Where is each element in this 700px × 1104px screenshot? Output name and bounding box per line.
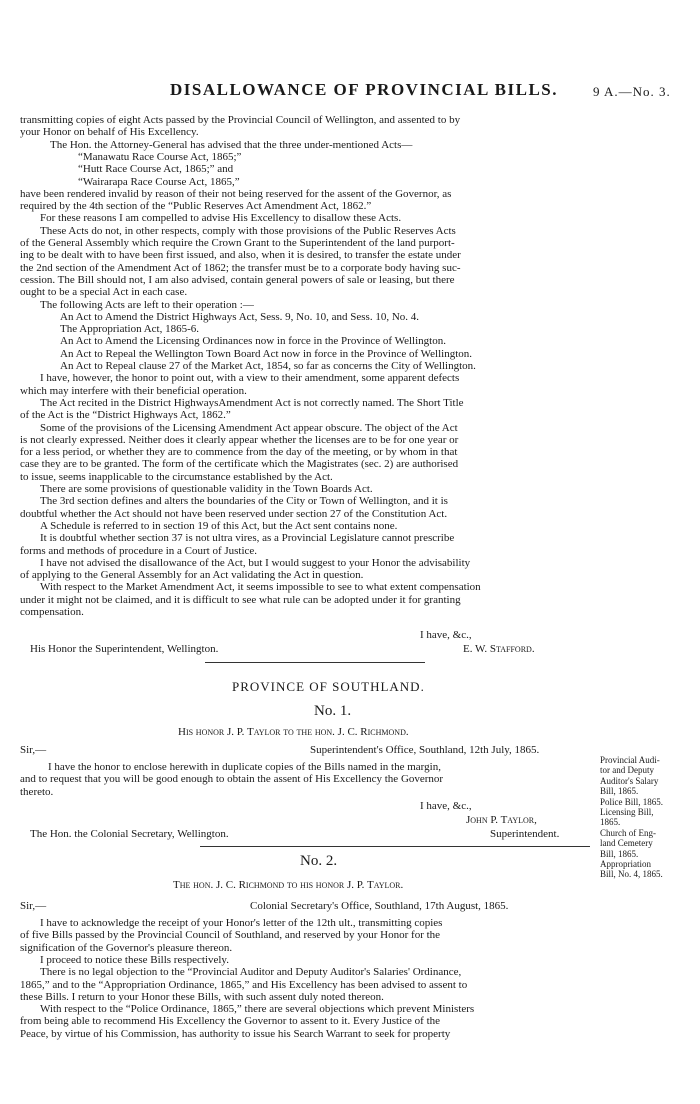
text-line: An Act to Amend the Licensing Ordinances now in force in the Province of Wellington. (60, 335, 446, 348)
text-line: These Acts do not, in other respects, comply with those provisions of the Public Reserves Acts (40, 224, 456, 237)
margin-note-line: Bill, 1865. (600, 848, 639, 859)
text-line: cession. The Bill should not, I am also advised, contain general powers of sale or leasing, but there (20, 273, 455, 286)
page-title: DISALLOWANCE OF PROVINCIAL BILLS. (170, 80, 558, 99)
text-line: The Act recited in the District HighwaysAmendment Act is not correctly named. The Short Title (40, 396, 464, 409)
letter1-number: No. 1. (314, 703, 352, 719)
margin-note-line: Bill, 1865. (600, 786, 639, 797)
margin-note-line: Auditor's Salary (600, 775, 659, 786)
text-line: for a less period, or whether they are to commence from the day of the meeting, or by whom in that (20, 446, 458, 459)
text-line: With respect to the Market Amendment Act, it seems impossible to see to what extent compensation (40, 581, 481, 594)
text-line: The following Acts are left to their operation :— (40, 298, 254, 311)
text-line: “Manawatu Race Course Act, 1865;” (78, 150, 242, 163)
margin-note-line: Church of Eng- (600, 827, 656, 838)
text-line: Some of the provisions of the Licensing Amendment Act appear obscure. The object of the Act (40, 421, 458, 434)
text-line: There are some provisions of questionable validity in the Town Boards Act. (40, 483, 373, 495)
text-line: which may interfere with their beneficial operation. (20, 384, 247, 397)
margin-note-line: Appropriation (600, 859, 651, 869)
text-line: I have the honor to enclose herewith in duplicate copies of the Bills named in the margin, (48, 761, 441, 773)
text-line: from being able to recommend His Excellency the Governor to assent to it. Every Justice of the (20, 1015, 441, 1028)
margin-note-line: Bill, No. 4, 1865. (600, 869, 663, 880)
letter2-place-date: Colonial Secretary's Office, Southland, 17th August, 1865. (250, 900, 509, 912)
text-line: There is no legal objection to the “Provincial Auditor and Deputy Auditor's Salaries' Ordinance, (40, 966, 462, 979)
letter1-place-date: Superintendent's Office, Southland, 12th July, 1865. (310, 744, 540, 756)
text-line: have been rendered invalid by reason of their not being reserved for the assent of the Governor, as (20, 187, 452, 200)
closing-i-have: I have, &c., (420, 629, 472, 641)
text-line: signification of the Governor's pleasure thereon. (20, 941, 233, 954)
section-title: PROVINCE OF SOUTHLAND. (232, 679, 425, 694)
margin-note-line: tor and Deputy (600, 765, 654, 776)
text-line: thereto. (20, 785, 54, 798)
margin-note-line: Licensing Bill, (600, 807, 654, 817)
letter1-from-to: His honor J. P. Taylor to the hon. J. C. Richmond. (178, 726, 409, 738)
letter1-salutation: Sir,— (20, 744, 47, 756)
letter2-number: No. 2. (300, 853, 338, 869)
text-line: doubtful whether the Act should not have been reserved under section 27 of the Constitution Act. (20, 507, 448, 520)
letter1-addressee: The Hon. the Colonial Secretary, Wellington. (30, 828, 229, 840)
text-line: of five Bills passed by the Provincial Council of Southland, and reserved by your Honor for the (20, 929, 441, 942)
closing-addressee: His Honor the Superintendent, Wellington. (30, 643, 219, 655)
text-line: forms and methods of procedure in a Court of Justice. (20, 544, 258, 557)
section-divider (205, 662, 425, 663)
letter2-salutation: Sir,— (20, 900, 47, 912)
text-line: under it might not be claimed, and it is difficult to see what rule can be adopted under it for granting (20, 593, 461, 606)
text-line: these Bills. I return to your Honor these Bills, with such assent duly noted thereon. (20, 990, 384, 1003)
text-line: of the General Assembly which require the Crown Grant to the Superintendent of the land purport- (20, 237, 455, 249)
closing-signature: E. W. Stafford. (463, 643, 535, 655)
text-line: your Honor on behalf of His Excellency. (20, 126, 199, 139)
text-line: It is doubtful whether section 37 is not ultra vires, as a Provincial Legislature cannot prescribe (40, 532, 455, 545)
text-line: is not clearly expressed. Neither does it clearly appear whether the licenses are to be for one year or (20, 433, 459, 446)
text-line: An Act to Repeal the Wellington Town Board Act now in force in the Province of Wellington. (60, 347, 473, 360)
text-line: to issue, seems inapplicable to the circumstance established by the Act. (20, 470, 333, 483)
text-line: I proceed to notice these Bills respectively. (40, 953, 229, 966)
text-line: required by the 4th section of the “Public Reserves Act Amendment Act, 1862.” (20, 200, 372, 213)
text-line: I have not advised the disallowance of the Act, but I would suggest to your Honor the advisability (40, 556, 471, 569)
text-line: “Hutt Race Course Act, 1865;” and (78, 163, 234, 176)
text-line: For these reasons I am compelled to advise His Excellency to disallow these Acts. (40, 212, 402, 225)
page-reference: 9 A.—No. 3. (593, 84, 671, 99)
text-line: The 3rd section defines and alters the boundaries of the City or Town of Wellington, and it is (40, 495, 448, 508)
letter1-signature: John P. Taylor, (466, 814, 537, 826)
text-line: An Act to Amend the District Highways Act, Sess. 9, No. 10, and Sess. 10, No. 4. (60, 310, 420, 323)
margin-note-line: 1865. (600, 817, 621, 828)
margin-note-line: Provincial Audi- (600, 755, 660, 765)
text-line: I have, however, the honor to point out, with a view to their amendment, some apparent defects (40, 372, 460, 385)
text-line: The Hon. the Attorney-General has advised that the three under-mentioned Acts— (50, 138, 413, 151)
text-line: of applying to the General Assembly for an Act validating the Act in question. (20, 569, 364, 582)
margin-note-line: land Cemetery (600, 838, 653, 849)
text-line: An Act to Repeal clause 27 of the Market Act, 1854, so far as concerns the City of Wellington. (60, 360, 476, 372)
text-line: With respect to the “Police Ordinance, 1865,” there are several objections which prevent Ministers (40, 1003, 475, 1016)
margin-note-line: Police Bill, 1865. (600, 796, 663, 807)
text-line: I have to acknowledge the receipt of your Honor's letter of the 12th ult., transmitting copies (40, 917, 443, 929)
text-line: Peace, by virtue of his Commission, has authority to issue his Search Warrant to seek for property (20, 1027, 451, 1040)
letter2-from-to: The hon. J. C. Richmond to his honor J. P. Taylor. (173, 879, 404, 891)
text-line: transmitting copies of eight Acts passed by the Provincial Council of Wellington, and assented to by (20, 114, 461, 126)
text-line: The Appropriation Act, 1865-6. (60, 323, 200, 336)
letter-divider (200, 846, 590, 847)
text-line: case they are to be granted. The form of the certificate which the Magistrates (sec. 2) are authorised (20, 458, 459, 471)
text-line: of the Act is the “District Highways Act, 1862.” (20, 409, 231, 422)
text-line: ing to be dealt with to have been first issued, and also, when it is desired, to transfer the estate under (20, 249, 461, 262)
letter1-title: Superintendent. (490, 828, 560, 840)
text-line: 1865,” and to the “Appropriation Ordinance, 1865,” and His Excellency has been advised to assent to (20, 978, 468, 991)
text-line: and to request that you will be good enough to obtain the assent of His Excellency the Governor (20, 773, 444, 786)
text-line: ought to be a special Act in each case. (20, 286, 188, 299)
text-line: compensation. (20, 606, 84, 618)
text-line: “Wairarapa Race Course Act, 1865,” (78, 175, 240, 188)
text-line: the 2nd section of the Amendment Act of 1862; the transfer must be to a corporate body having suc- (20, 261, 461, 274)
text-line: A Schedule is referred to in section 19 of this Act, but the Act sent contains none. (40, 519, 398, 532)
letter1-i-have: I have, &c., (420, 800, 472, 812)
